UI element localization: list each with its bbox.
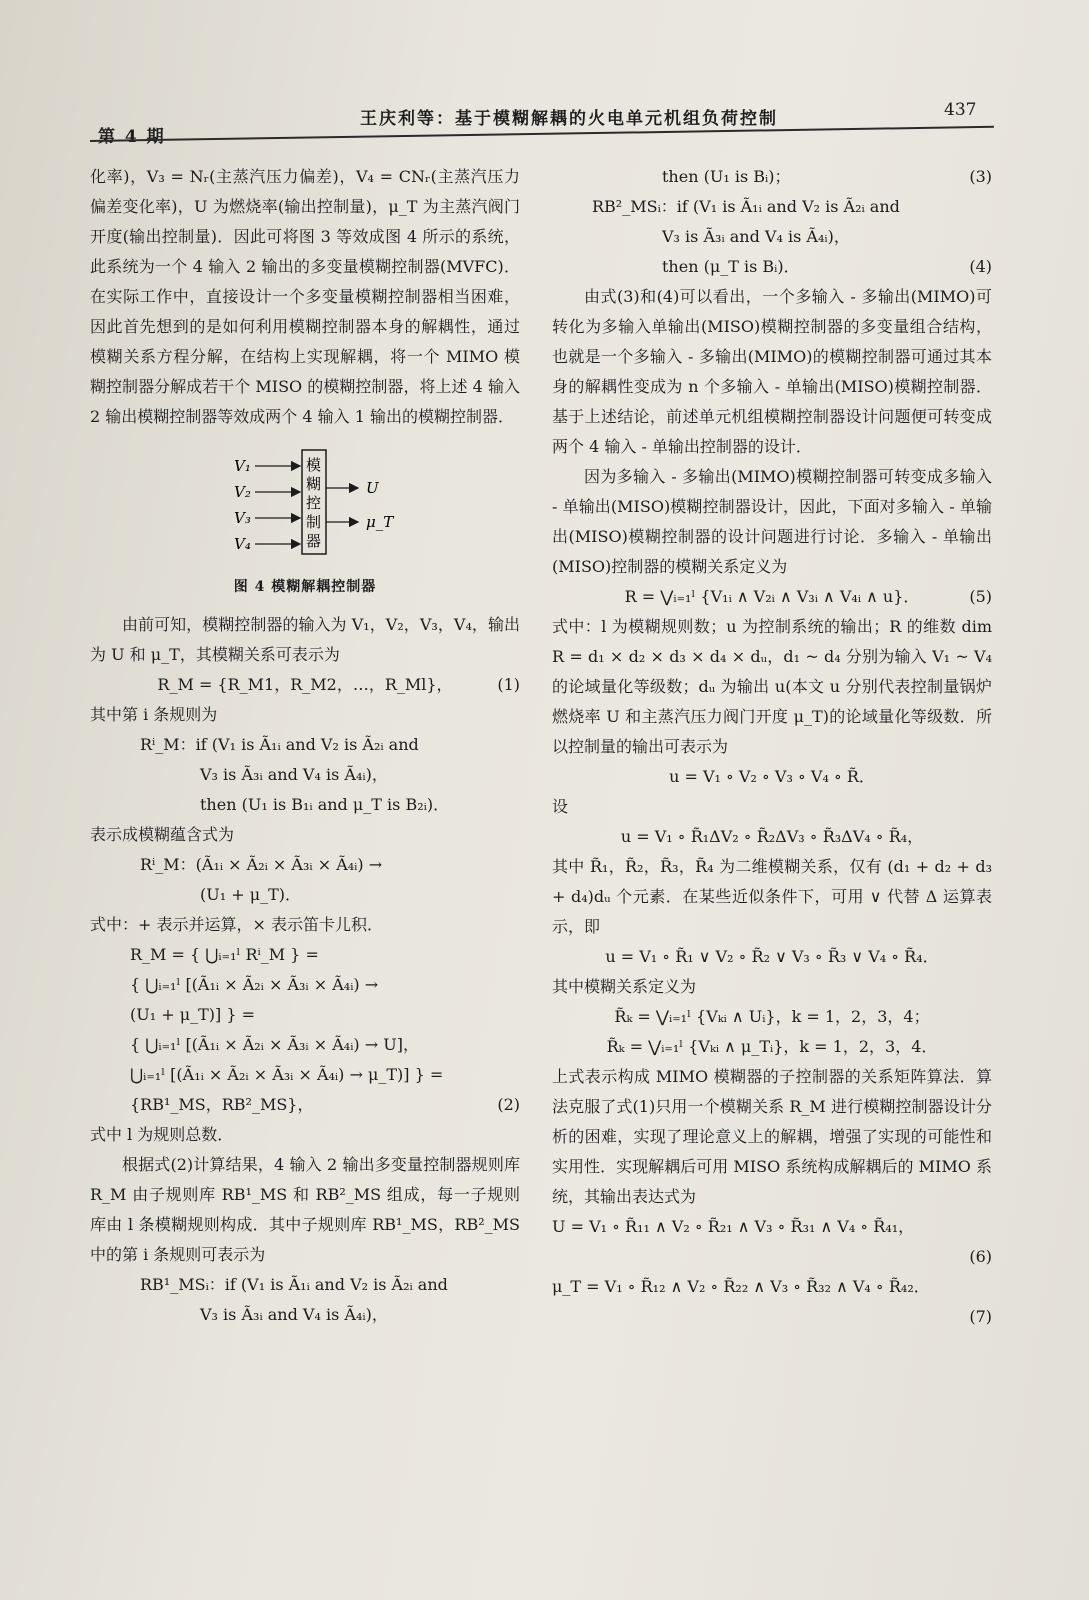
equation-number: (7) [969, 1307, 992, 1326]
rule-line: V₃ is Ã₃ᵢ and V₄ is Ã₄ᵢ)， [200, 1305, 388, 1324]
equation-2-line: ⋃ᵢ₌₁ˡ [(Ã₁ᵢ × Ã₂ᵢ × Ã₃ᵢ × Ã₄ᵢ) → μ_T)] } = [130, 1065, 444, 1084]
equation-number: (1) [497, 675, 520, 694]
paragraph: 式中：+ 表示并运算，× 表示笛卡儿积． [90, 915, 383, 934]
equation-number-line [552, 1302, 992, 1332]
equation-text: R_M = {R_M1，R_M2，…，R_Ml}， [157, 675, 453, 694]
equation-1 [90, 670, 520, 700]
block-char: 制 [306, 513, 322, 531]
paragraph: 其中 R̃₁，R̃₂，R̃₃，R̃₄ 为二维模糊关系，仅有 (d₁ + d₂ + d₃ + d₄)dᵤ 个元素．在某些近似条件下，可用 ∨ 代替 Δ 运算表示，即 [552, 857, 992, 936]
equation-line: R̃ₖ = ⋁ᵢ₌₁ˡ {Vₖᵢ ∧ Uᵢ}，k = 1，2，3，4； [614, 1007, 930, 1026]
paragraph: 由式(3)和(4)可以看出，一个多输入 - 多输出(MIMO)可转化为多输入单输出(MISO)模糊控制器的多变量组合结构，也就是一个多输入 - 多输出(MIMO)的模糊控制器可通过其本身的解耦性变成为 n 个多输入 - 单输出(MISO)模糊控制器．基于上述结论，前述单元机组模糊控制器设计问题便可转变成两个 4 输入 - 单输出控制器的设计． [552, 287, 992, 456]
equation-text: then (U₁ is Bᵢ)； [662, 167, 791, 186]
block-char: 糊 [306, 475, 322, 493]
equation-2-line: { ⋃ᵢ₌₁ˡ [(Ã₁ᵢ × Ã₂ᵢ × Ã₃ᵢ × Ã₄ᵢ) → U]， [130, 1035, 419, 1054]
paragraph: 化率)，V₃ = Nᵣ(主蒸汽压力偏差)，V₄ = CNᵣ(主蒸汽压力偏差变化率)，U 为燃烧率(输出控制量)，μ_T 为主蒸汽阀门开度(输出控制量)．因此可将图 3 等效成图 4 所示的系统，此系统为一个 4 输入 2 输出的多变量模糊控制器(MVFC)．在实际工作中，直接设计一个多变量模糊控制器相当困难，因此首先想到的是如何利用模糊控制器本身的解耦性，通过模糊关系方程分解，在结构上实现解耦，将一个 MIMO 模糊控制器分解成若干个 MISO 的模糊控制器，将上述 4 输入 2 输出模糊控制器等效成两个 4 输入 1 输出的模糊控制器． [90, 167, 520, 426]
equation-7 [552, 1272, 992, 1302]
paragraph: 表示成模糊蕴含式为 [90, 825, 235, 844]
equation-number: (3) [969, 167, 992, 186]
paragraph: 式中 l 为规则总数． [90, 1125, 234, 1144]
equation-text: μ_T = V₁ ∘ R̃₁₂ ∧ V₂ ∘ R̃₂₂ ∧ V₃ ∘ R̃₃₂ ∧ V₄ ∘ R̃₄₂． [552, 1277, 930, 1296]
page-number: 437 [944, 100, 977, 120]
decoupling-controller-diagram [90, 442, 520, 572]
rule-line [552, 162, 992, 192]
rule-line: then (U₁ is B₁ᵢ and μ_T is B₂ᵢ)． [200, 795, 450, 814]
paragraph: 其中模糊关系定义为 [552, 977, 697, 996]
input-label-v4: V₄ [234, 535, 251, 553]
equation-text: U = V₁ ∘ R̃₁₁ ∧ V₂ ∘ R̃₂₁ ∧ V₃ ∘ R̃₃₁ ∧ V₄ ∘ R̃₄₁， [552, 1217, 915, 1236]
rule-line: RB²_MSᵢ：if (V₁ is Ã₁ᵢ and V₂ is Ã₂ᵢ and [592, 197, 900, 216]
equation-text: then (μ_T is Bᵢ)． [662, 257, 800, 276]
paragraph: 由前可知，模糊控制器的输入为 V₁，V₂，V₃，V₄，输出为 U 和 μ_T，其模糊关系可表示为 [90, 615, 520, 664]
running-title: 王庆利等：基于模糊解耦的火电单元机组负荷控制 [360, 109, 778, 129]
equation-2-line: (U₁ + μ_T)] } = [130, 1005, 256, 1024]
input-label-v1: V₁ [234, 457, 251, 475]
equation-line: R̃ₖ = ⋁ᵢ₌₁ˡ {Vₖᵢ ∧ μ_Tᵢ}，k = 1，2，3，4． [606, 1037, 938, 1056]
implication-line: (U₁ + μ_T)． [200, 885, 302, 904]
implication-line: Rⁱ_M：(Ã₁ᵢ × Ã₂ᵢ × Ã₃ᵢ × Ã₄ᵢ) → [140, 855, 383, 874]
equation-text: R = ⋁ᵢ₌₁ˡ {V₁ᵢ ∧ V₂ᵢ ∧ V₃ᵢ ∧ V₄ᵢ ∧ u}． [624, 587, 920, 606]
equation-2-line: R_M = { ⋃ᵢ₌₁ˡ Rⁱ_M } = [130, 945, 319, 964]
figure-caption: 图 4 模糊解耦控制器 [233, 579, 377, 595]
input-label-v3: V₃ [234, 509, 251, 527]
equation-2-line [90, 1090, 520, 1120]
equation-number-line [552, 1242, 992, 1272]
equation-line: u = V₁ ∘ R̃₁ ∨ V₂ ∘ R̃₂ ∨ V₃ ∘ R̃₃ ∨ V₄ ∘ R̃₄． [605, 947, 939, 966]
paragraph: 根据式(2)计算结果，4 输入 2 输出多变量控制器规则库 R_M 由子规则库 RB¹_MS 和 RB²_MS 组成，每一子规则库由 l 条模糊规则构成．其中子规则库 RB¹_MS，RB²_MS 中的第 i 条规则可表示为 [90, 1155, 520, 1264]
equation-line: u = V₁ ∘ R̃₁ΔV₂ ∘ R̃₂ΔV₃ ∘ R̃₃ΔV₄ ∘ R̃₄， [620, 827, 924, 846]
rule-line: RB¹_MSᵢ：if (V₁ is Ã₁ᵢ and V₂ is Ã₂ᵢ and [140, 1275, 448, 1294]
input-label-v2: V₂ [234, 483, 251, 501]
paragraph: 上式表示构成 MIMO 模糊器的子控制器的关系矩阵算法．算法克服了式(1)只用一个模糊关系 R_M 进行模糊控制器设计分析的困难，实现了理论意义上的解耦，增强了实现的可能性和实用性．实现解耦后可用 MISO 系统构成解耦后的 MIMO 系统，其输出表达式为 [552, 1067, 992, 1206]
equation-line: u = V₁ ∘ V₂ ∘ V₃ ∘ V₄ ∘ R̃． [669, 767, 875, 786]
rule-line: Rⁱ_M：if (V₁ is Ã₁ᵢ and V₂ is Ã₂ᵢ and [140, 735, 419, 754]
issue-label: 第 4 期 [98, 127, 166, 147]
right-column [552, 162, 992, 1332]
equation-text: {RB¹_MS，RB²_MS}， [130, 1095, 314, 1114]
block-char: 控 [306, 494, 322, 512]
equation-2-line: { ⋃ᵢ₌₁ˡ [(Ã₁ᵢ × Ã₂ᵢ × Ã₃ᵢ × Ã₄ᵢ) → [130, 975, 379, 994]
paragraph: 因为多输入 - 多输出(MIMO)模糊控制器可转变成多输入 - 单输出(MISO)模糊控制器设计，因此，下面对多输入 - 单输出(MISO)模糊控制器的设计问题进行讨论．多输入 - 单输出(MISO)控制器的模糊关系定义为 [552, 467, 992, 576]
rule-line [552, 252, 992, 282]
equation-number: (5) [969, 587, 992, 606]
paragraph: 其中第 i 条规则为 [90, 705, 218, 724]
block-char: 模 [306, 456, 322, 474]
equation-number: (4) [969, 257, 992, 276]
rule-line: V₃ is Ã₃ᵢ and V₄ is Ã₄ᵢ)， [200, 765, 388, 784]
equation-number: (2) [497, 1095, 520, 1114]
output-label-mu: μ_T [366, 513, 394, 531]
paragraph: 设 [552, 797, 569, 816]
output-label-u: U [366, 479, 379, 497]
equation-6 [552, 1212, 992, 1242]
equation-number: (6) [969, 1247, 992, 1266]
figure-4 [90, 442, 520, 572]
left-column [90, 162, 520, 1330]
block-char: 器 [306, 532, 322, 550]
paragraph: 式中：l 为模糊规则数；u 为控制系统的输出；R 的维数 dim R = d₁ × d₂ × d₃ × d₄ × dᵤ，d₁ ~ d₄ 分别为输入 V₁ ~ V₄ 的论域量化等级数；dᵤ 为输出 u(本文 u 分别代表控制量锅炉燃烧率 U 和主蒸汽压力阀门开度 μ_T)的论域量化等级数．所以控制量的输出可表示为 [552, 617, 992, 756]
rule-line: V₃ is Ã₃ᵢ and V₄ is Ã₄ᵢ)， [662, 227, 850, 246]
equation-5 [552, 582, 992, 612]
